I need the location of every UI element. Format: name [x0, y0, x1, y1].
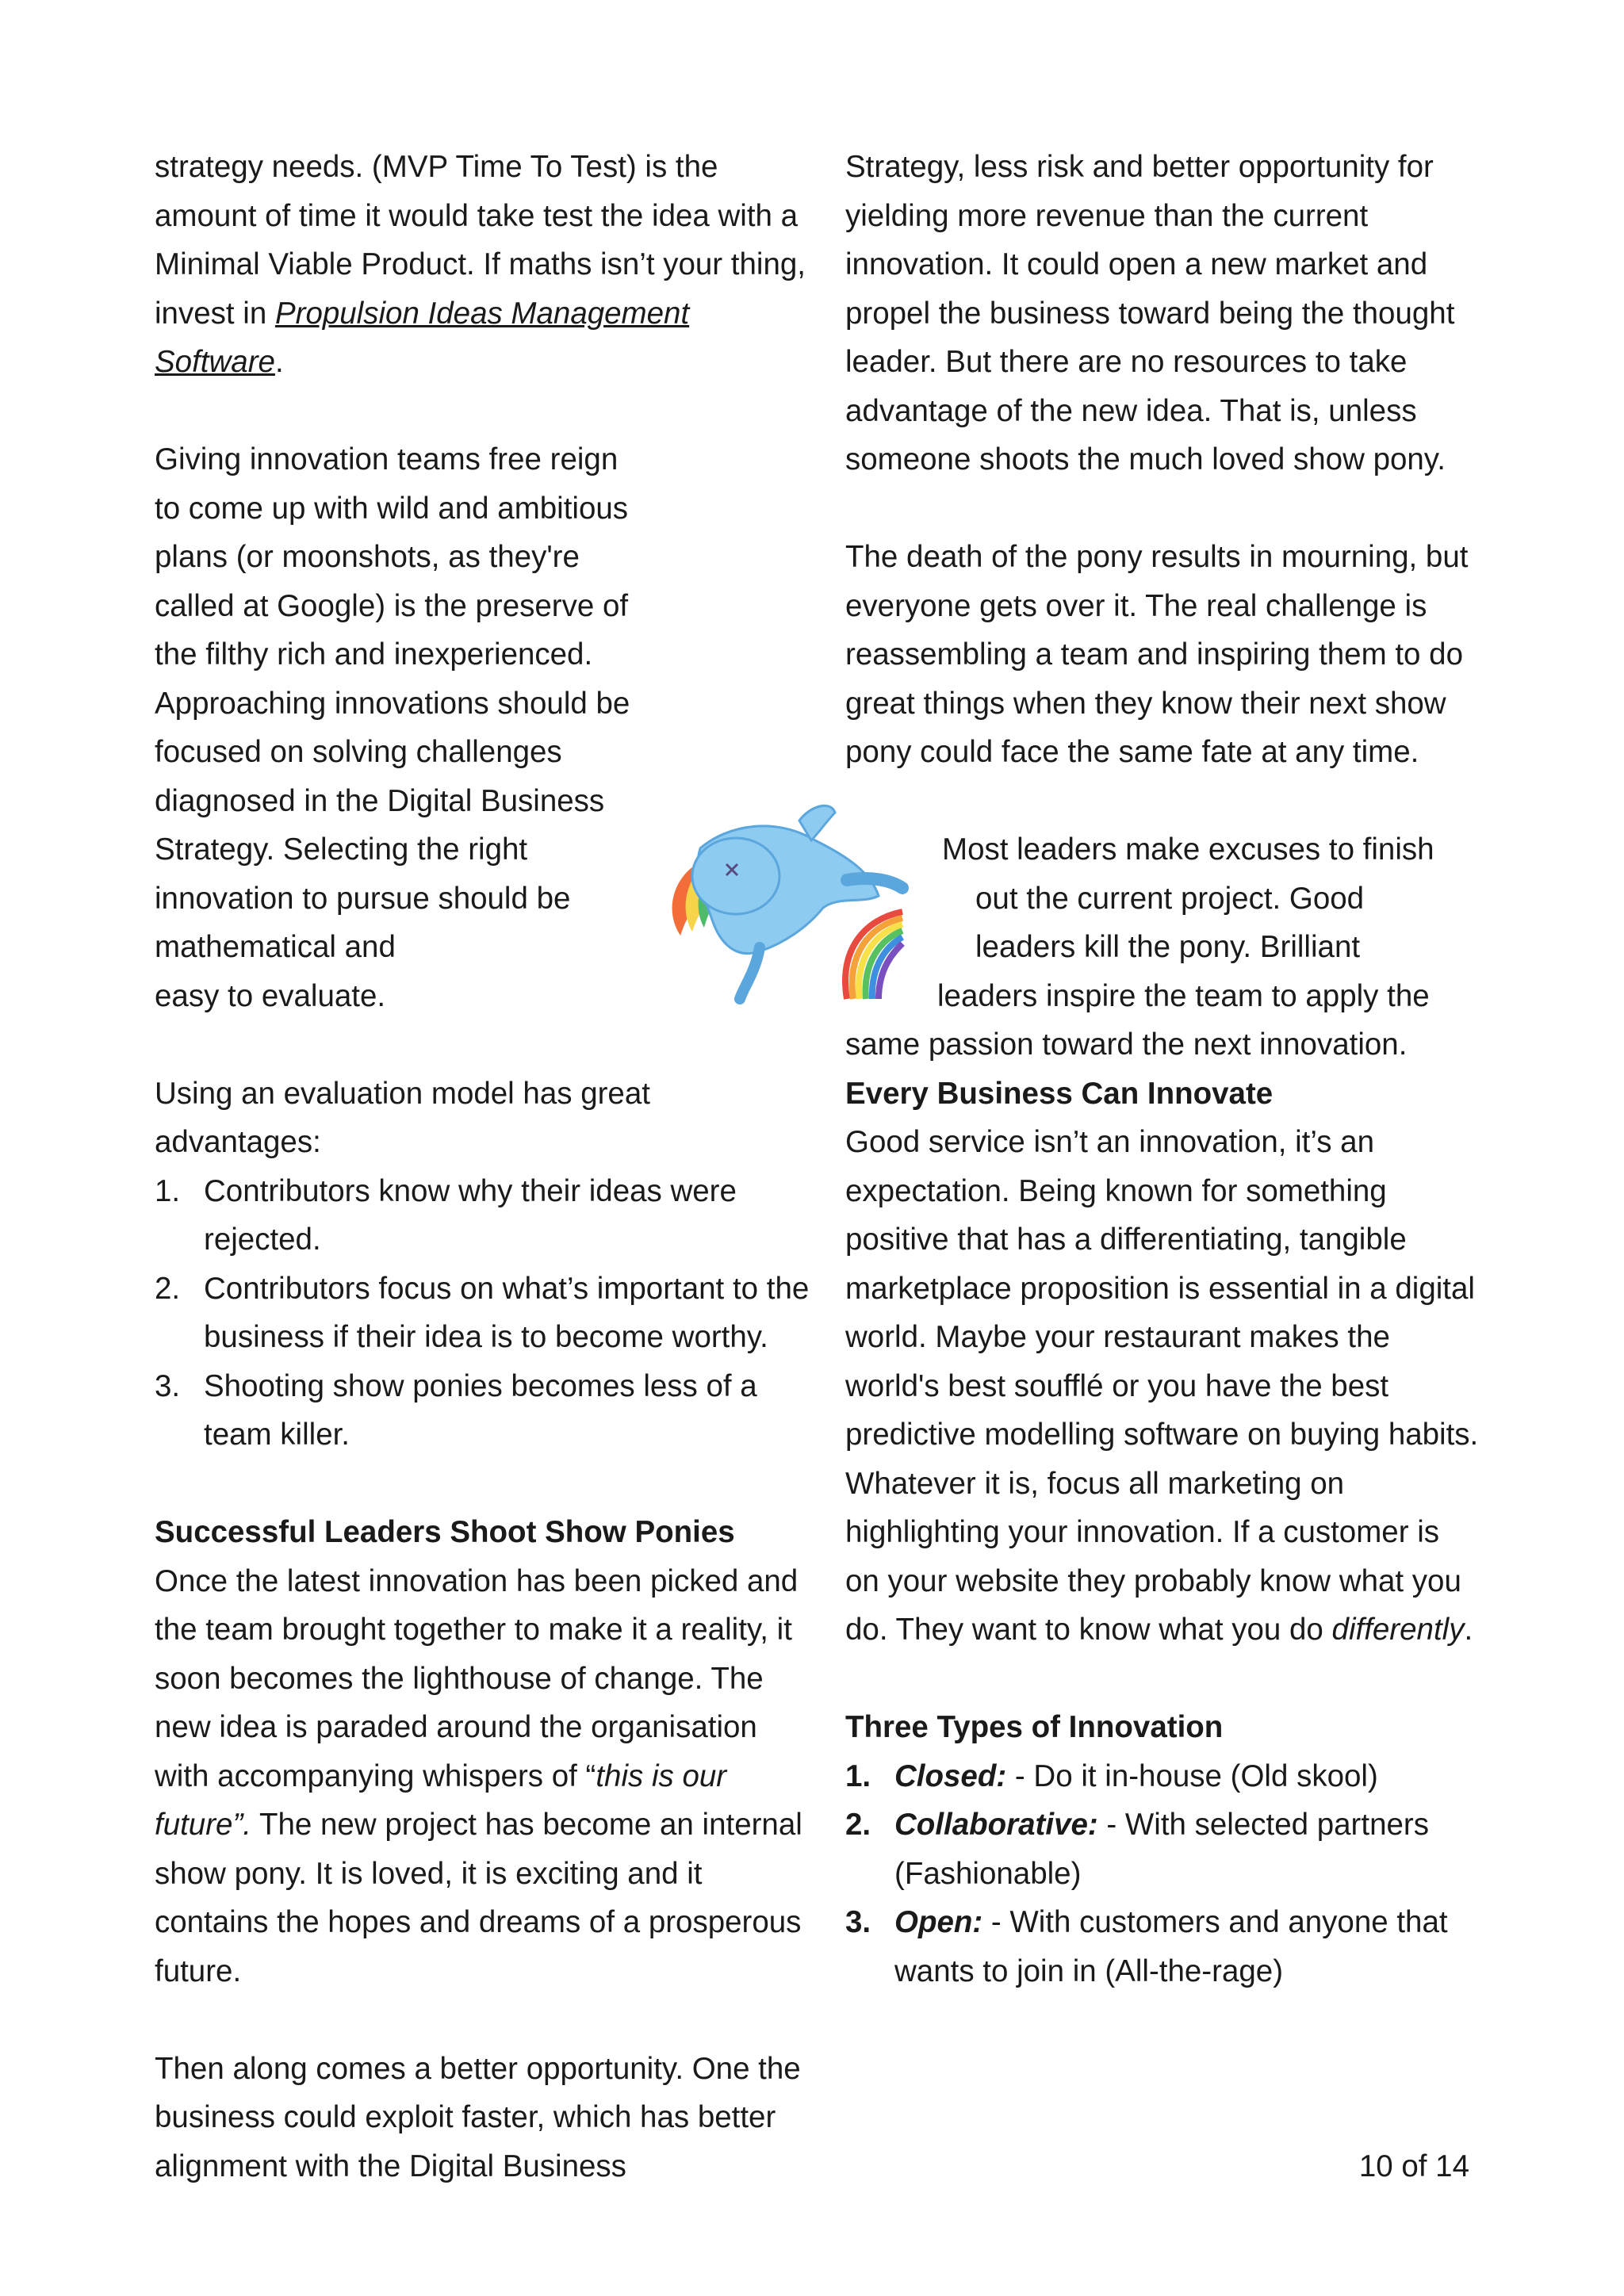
list-item: 3. Shooting show ponies becomes less of a team killer. — [155, 1368, 757, 1452]
section-heading: Three Types of Innovation — [845, 1710, 1224, 1744]
innovation-types-list — [845, 1752, 1480, 1996]
paragraph-evaluation: Using an evaluation model has great advantages: — [155, 1076, 650, 1159]
paragraph-show-pony: Once the latest innovation has been picked and the team brought together to make it a reality, it soon becomes the lighthouse of change. The new idea is paraded around the organisation with accompanying whispers of “this is our future”. The new project has become an internal show pony. It is loved, it is exciting and it contains the hopes and dreams of a prosperous future. — [155, 1563, 802, 1988]
list-item: 2. Contributors focus on what’s important to the business if their idea is to become worthy. — [155, 1271, 810, 1354]
paragraph-moonshots: Giving innovation teams free reign to come up with wild and ambitious plans (or moonshots, as they're called at Google) is the preserve of the filthy rich and inexperienced. Approaching innovations should be focused on solving challenges diagnosed in the Digital Business Strategy. Selecting the right innovation to pursue should be mathematical and easy to evaluate. — [155, 442, 630, 1013]
paragraph-good-service: Good service isn’t an innovation, it’s an expectation. Being known for something positive that has a differentiating, tangible marketplace proposition is essential in a digital world. Maybe your restaurant makes the world's best soufflé or you have the best predictive modelling software on buying habits. Whatever it is, focus all marketing on highlighting your innovation. If a customer is on your website they probably know what you do. They want to know what you do differently. — [845, 1125, 1479, 1647]
paragraph-death-of-pony: The death of the pony results in mourning, but everyone gets over it. The real challenge is reassembling a team and inspiring them to do great things when they know their next show pony could face the same fate at any time. — [845, 540, 1469, 769]
section-heading: Successful Leaders Shoot Show Ponies — [155, 1515, 735, 1549]
left-column — [155, 143, 813, 2191]
right-column — [845, 143, 1480, 1996]
paragraph-mvp: strategy needs. (MVP Time To Test) is the amount of time it would take test the idea with a Minimal Viable Product. If maths isn’t your thing, invest in Propulsion Ideas Management Software. — [155, 150, 806, 379]
page-number: 10 of 14 — [1358, 2149, 1469, 2183]
section-heading: Every Business Can Innovate — [845, 1076, 1274, 1111]
paragraph-strategy: Strategy, less risk and better opportunity for yielding more revenue than the current innovation. It could open a new market and propel the business toward being the thought leader. But there are no resources to take advantage of the new idea. That is, unless someone shoots the much loved show pony. — [845, 150, 1455, 476]
paragraph-better-opportunity: Then along comes a better opportunity. One the business could exploit faster, which has better alignment with the Digital Business — [155, 2051, 801, 2183]
advantages-list — [155, 1167, 813, 1460]
list-item: 1. Closed: - Do it in-house (Old skool) — [845, 1758, 1378, 1793]
paragraph-leaders: Most leaders make excuses to finish out the current project. Good leaders kill the pony. Brilliant leaders inspire the team to apply the same passion toward the next innovation. — [845, 832, 1434, 1062]
list-item: 3. Open: - With customers and anyone that wants to join in (All-the-rage) — [845, 1905, 1448, 1988]
propulsion-link[interactable]: Propulsion Ideas Management Software — [155, 296, 690, 379]
list-item: 2. Collaborative: - With selected partners (Fashionable) — [845, 1808, 1429, 1891]
list-item: 1. Contributors know why their ideas were rejected. — [155, 1173, 737, 1257]
